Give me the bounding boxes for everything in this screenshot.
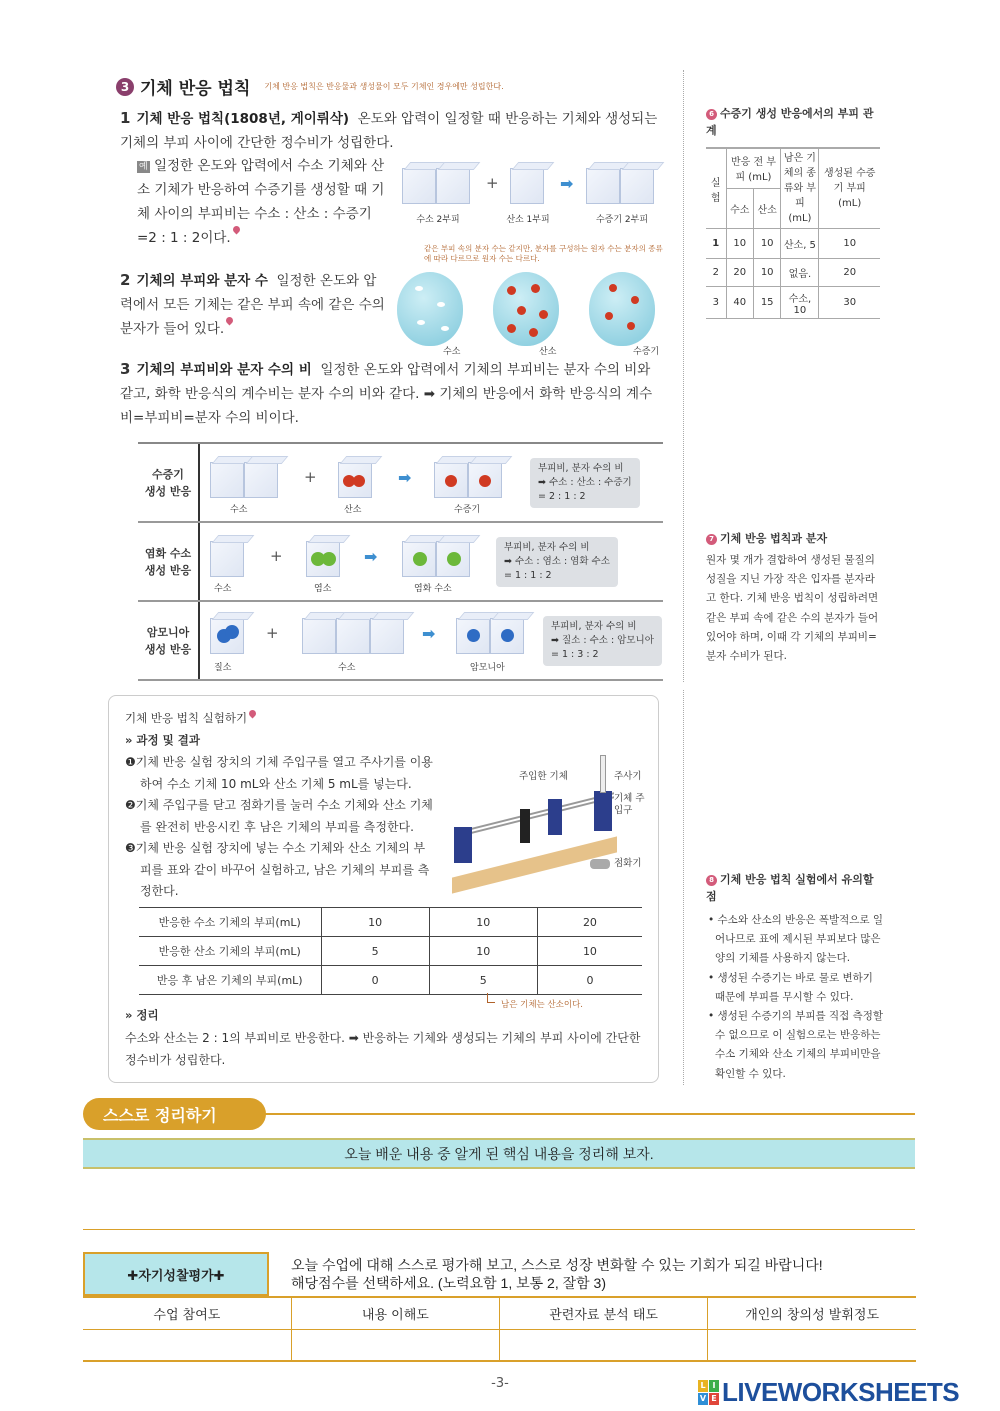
ratio-bubble: 부피비, 분자 수의 비 ➡ 수소 : 염소 : 염화 수소 = 1 : 1 : 2 <box>496 537 618 587</box>
item-number: 3 <box>120 360 131 378</box>
caption-hydrogen: 수소 2부피 <box>416 215 460 225</box>
item-number: 1 <box>120 109 131 127</box>
column-divider <box>683 690 684 1085</box>
cube-icon <box>336 618 370 654</box>
side-note-title: 기체 반응 법칙 실험에서 유의할 점 <box>706 873 874 903</box>
side-note-title: 기체 반응 법칙과 분자 <box>720 532 828 545</box>
cube-icon <box>586 168 620 204</box>
reaction-table <box>138 442 663 681</box>
summary-text: 수소와 산소는 2 : 1의 부피비로 반응한다. ➡ 반응하는 기체와 생성되는 기체의 부피 사이에 간단한 정수비가 성립한다. <box>125 1031 641 1067</box>
item-text: 일정한 온도와 압력에서 모든 기체는 같은 부피 속에 같은 수의 분자가 들어 있다. <box>120 273 385 337</box>
column-header: 관련자료 분석 태도 <box>500 1297 708 1329</box>
list-item: • 생성된 수증기는 바로 물로 변하기 때문에 부피를 무시할 수 있다. <box>708 971 873 1003</box>
review-prompt-bar <box>83 1138 915 1169</box>
experiment-title: 기체 반응 법칙 실험하기 <box>125 710 256 726</box>
table-row: 반응한 수소 기체의 부피(mL) 10 10 20 <box>139 908 642 937</box>
review-prompt: 오늘 배운 내용 중 알게 된 핵심 내용을 정리해 보자. <box>344 1145 654 1162</box>
score-cell-creativity[interactable] <box>708 1329 916 1361</box>
item-number: 2 <box>120 271 131 289</box>
example-body: 일정한 온도와 압력에서 수소 기체와 산소 기체가 반응하여 수증기를 생성할 때 기체 사이의 부피비는 수소 : 산소 : 수증기=2 : 1 : 2이다. <box>137 158 385 246</box>
process-heading: » 과정 및 결과 <box>125 733 200 747</box>
section-number: 3 <box>116 78 134 96</box>
cube-icon <box>434 462 468 498</box>
table-header-row <box>83 1297 916 1329</box>
syringe-icon <box>600 755 606 793</box>
experiment-box <box>108 695 659 1083</box>
side-note-7 <box>706 530 884 666</box>
apparatus-plate <box>520 809 530 843</box>
reaction-label: 염화 수소 생성 반응 <box>138 523 200 600</box>
volume-ratio-figure <box>400 160 665 228</box>
apparatus-figure <box>444 751 654 886</box>
item-1 <box>120 106 665 155</box>
label-syringe: 주사기 <box>614 771 642 782</box>
note-pin-icon <box>225 316 235 326</box>
label-gas-inlet: 기체 주입구 <box>614 793 645 816</box>
plus-icon: + <box>270 547 283 565</box>
caption-water: 수증기 2부피 <box>595 215 649 225</box>
section-title: 기체 반응 법칙 <box>140 79 251 99</box>
side-note-marker: 6 <box>706 109 717 120</box>
cube-icon <box>210 618 244 654</box>
reaction-row-ammonia <box>138 602 663 681</box>
side-note-marker: 7 <box>706 534 717 545</box>
column-header: 수업 참여도 <box>83 1297 291 1329</box>
divider <box>83 1229 915 1230</box>
balloon-label: 산소 <box>539 347 557 357</box>
cube-icon <box>490 618 524 654</box>
apparatus-end-plate <box>594 791 612 831</box>
side-note-text: 원자 몇 개가 결합하여 생성된 물질의 성질을 지닌 가장 작은 입자를 분자라고 한다. 기체 반응 법칙이 성립하려면 같은 부피 속에 같은 수의 분자가 들어 있어야 하며, 이때 각 기체의 부피비=분자 수비가 된다. <box>706 554 879 663</box>
experiment-result-table <box>139 907 642 995</box>
score-cell-participation[interactable] <box>83 1329 291 1361</box>
side-note-marker: 8 <box>706 875 717 886</box>
cube-icon <box>244 462 278 498</box>
caution-list <box>706 911 886 1084</box>
ratio-bubble: 부피비, 분자 수의 비 ➡ 질소 : 수소 : 암모니아 = 1 : 3 : 2 <box>543 616 662 666</box>
step-item: ❷기체 주입구를 닫고 점화기를 눌러 수소 기체와 산소 기체를 완전히 반응시킨 후 남은 기체의 부피를 측정한다. <box>125 798 433 834</box>
item-2 <box>120 268 385 341</box>
item-heading: 기체의 부피비와 분자 수의 비 <box>136 362 312 378</box>
arrow-icon: ➡ <box>398 468 412 487</box>
balloon-label: 수증기 <box>633 347 660 357</box>
example-mark: 예 <box>139 162 148 172</box>
reactant-label: 수소 <box>214 584 232 594</box>
cube-icon <box>302 618 336 654</box>
balloon-label: 수소 <box>443 347 461 357</box>
caption-oxygen: 산소 1부피 <box>506 215 550 225</box>
reaction-label: 암모니아 생성 반응 <box>138 602 200 679</box>
balloon-figure <box>395 268 670 360</box>
item-heading: 기체의 부피와 분자 수 <box>136 273 268 289</box>
cube-icon <box>370 618 404 654</box>
arrow-icon: ➡ <box>560 174 574 193</box>
apparatus-end-plate <box>454 827 472 863</box>
table-row: 3 40 15 수소, 10 30 <box>706 287 880 319</box>
table-row: 반응 후 남은 기체의 부피(mL) 0 5 0 <box>139 966 642 995</box>
logo-text: LIVEWORKSHEETS <box>722 1377 960 1407</box>
self-evaluation-label: ✚자기성찰평가✚ <box>83 1252 269 1296</box>
oxygen-balloon <box>493 272 559 346</box>
cube-icon <box>510 168 544 204</box>
cube-icon <box>436 168 470 204</box>
score-cell-understanding[interactable] <box>291 1329 499 1361</box>
reactant-label: 산소 <box>344 505 362 515</box>
step-item: ❸기체 반응 실험 장치에 넣는 수소 기체와 산소 기체의 부피를 표와 같이 바꾸어 실험하고, 남은 기체의 부피를 측정한다. <box>125 841 430 898</box>
plus-icon: + <box>304 468 317 486</box>
apparatus-plate <box>548 799 562 835</box>
item-text: 일정한 온도와 압력에서 기체의 부피비는 분자 수의 비와 같고, 화학 반응식의 계수비는 분자 수의 비와 같다. ➡ 기체의 반응에서 화학 반응식의 계수비=부피비=분자 수의 비이다. <box>120 362 653 426</box>
table-row: 반응한 산소 기체의 부피(mL) 5 10 10 <box>139 937 642 966</box>
review-answer-area[interactable] <box>83 1172 915 1228</box>
arrow-icon: ➡ <box>364 547 378 566</box>
volume-relation-table: 실험 반응 전 부피 (mL) 남은 기체의 종류와 부피 (mL) 생성된 수증기 부피 (mL) 수소 산소 1 10 10 산소, 5 10 2 20 10 없음. 20 3 40 15 수소, 10 30 <box>706 147 880 319</box>
cube-icon <box>210 541 244 577</box>
reaction-row-hcl <box>138 523 663 602</box>
self-evaluation-instructions: 오늘 수업에 대해 스스로 평가해 보고, 스스로 성장 변화할 수 있는 기회가 되길 바랍니다! 해당점수를 선택하세요. (노력요함 1, 보통 2, 잘함 3) <box>291 1257 823 1291</box>
cube-icon <box>402 168 436 204</box>
score-row <box>83 1329 916 1361</box>
product-label: 수증기 <box>454 505 481 515</box>
item-text: 온도와 압력이 일정할 때 반응하는 기체와 생성되는 기체의 부피 사이에 간단한 정수비가 성립한다. <box>120 111 658 151</box>
reactant-label: 질소 <box>214 663 232 673</box>
liveworksheets-logo <box>698 1377 959 1408</box>
section-note: 기체 반응 법칙은 반응물과 생성물이 모두 기체인 경우에만 성립한다. <box>264 82 504 91</box>
item-3 <box>120 357 665 430</box>
cube-icon <box>468 462 502 498</box>
list-item: • 수소와 산소의 반응은 폭발적으로 일어나므로 표에 제시된 부피보다 많은 양의 기체를 사용하지 않는다. <box>708 914 884 965</box>
balloon-figure-note: 같은 부피 속의 분자 수는 같지만, 분자를 구성하는 원자 수는 분자의 종류에 따라 다르므로 원자 수는 다르다. <box>424 244 663 263</box>
process-steps <box>125 752 435 903</box>
column-header: 내용 이해도 <box>291 1297 499 1329</box>
note-connector <box>487 993 495 1003</box>
ratio-bubble: 부피비, 분자 수의 비 ➡ 수소 : 산소 : 수증기 = 2 : 1 : 2 <box>530 458 640 508</box>
table-row: 2 20 10 없음. 20 <box>706 259 880 287</box>
section-heading <box>116 74 504 99</box>
note-pin-icon <box>231 225 241 235</box>
label-igniter: 점화기 <box>614 858 642 869</box>
review-section-label: 스스로 정리하기 <box>83 1098 266 1130</box>
divider <box>262 1113 915 1115</box>
page-number: -3- <box>491 1376 509 1391</box>
item-heading: 기체 반응 법칙(1808년, 게이뤼삭) <box>136 111 350 127</box>
side-note-title: 수증기 생성 반응에서의 부피 관계 <box>706 107 874 137</box>
self-evaluation-table <box>83 1296 916 1362</box>
step-item: ❶기체 반응 실험 장치의 기체 주입구를 열고 주사기를 이용하여 수소 기체 10 mL와 산소 기체 5 mL를 넣는다. <box>125 755 433 791</box>
hydrogen-balloon <box>397 272 463 346</box>
cube-icon <box>306 541 340 577</box>
label-injected-gas: 주입한 기체 <box>519 771 568 782</box>
water-vapor-balloon <box>589 272 655 346</box>
cube-icon <box>402 541 436 577</box>
reaction-row-water <box>138 444 663 523</box>
plus-icon: + <box>266 624 279 642</box>
side-note-6 <box>706 105 884 319</box>
plus-icon: + <box>486 174 499 192</box>
product-label: 암모니아 <box>470 663 505 673</box>
logo-icon: L I V E <box>698 1380 719 1405</box>
cube-icon <box>338 462 372 498</box>
example-text <box>137 154 385 250</box>
column-header: 개인의 창의성 발휘정도 <box>708 1297 916 1329</box>
table-note: 남은 기체는 산소이다. <box>501 1000 584 1010</box>
arrow-icon: ➡ <box>422 624 436 643</box>
side-note-8 <box>706 871 886 1084</box>
summary-heading: » 정리 <box>125 1008 159 1022</box>
reactant-label: 염소 <box>314 584 332 594</box>
product-label: 염화 수소 <box>414 584 452 594</box>
table-row: 1 10 10 산소, 5 10 <box>706 229 880 259</box>
apparatus-rods <box>464 792 614 835</box>
list-item: • 생성된 수증기의 부피를 직접 측정할 수 없으므로 이 실험으로는 반응하는 수소 기체와 산소 기체의 부피비만을 확인할 수 있다. <box>708 1010 884 1080</box>
score-cell-analysis[interactable] <box>500 1329 708 1361</box>
igniter-icon <box>590 859 610 869</box>
reactant-label: 수소 <box>338 663 356 673</box>
cube-icon <box>210 462 244 498</box>
column-divider <box>683 70 684 682</box>
cube-icon <box>456 618 490 654</box>
cube-icon <box>620 168 654 204</box>
reactant-label: 수소 <box>230 505 248 515</box>
reaction-label: 수증기 생성 반응 <box>138 444 200 521</box>
cube-icon <box>436 541 470 577</box>
